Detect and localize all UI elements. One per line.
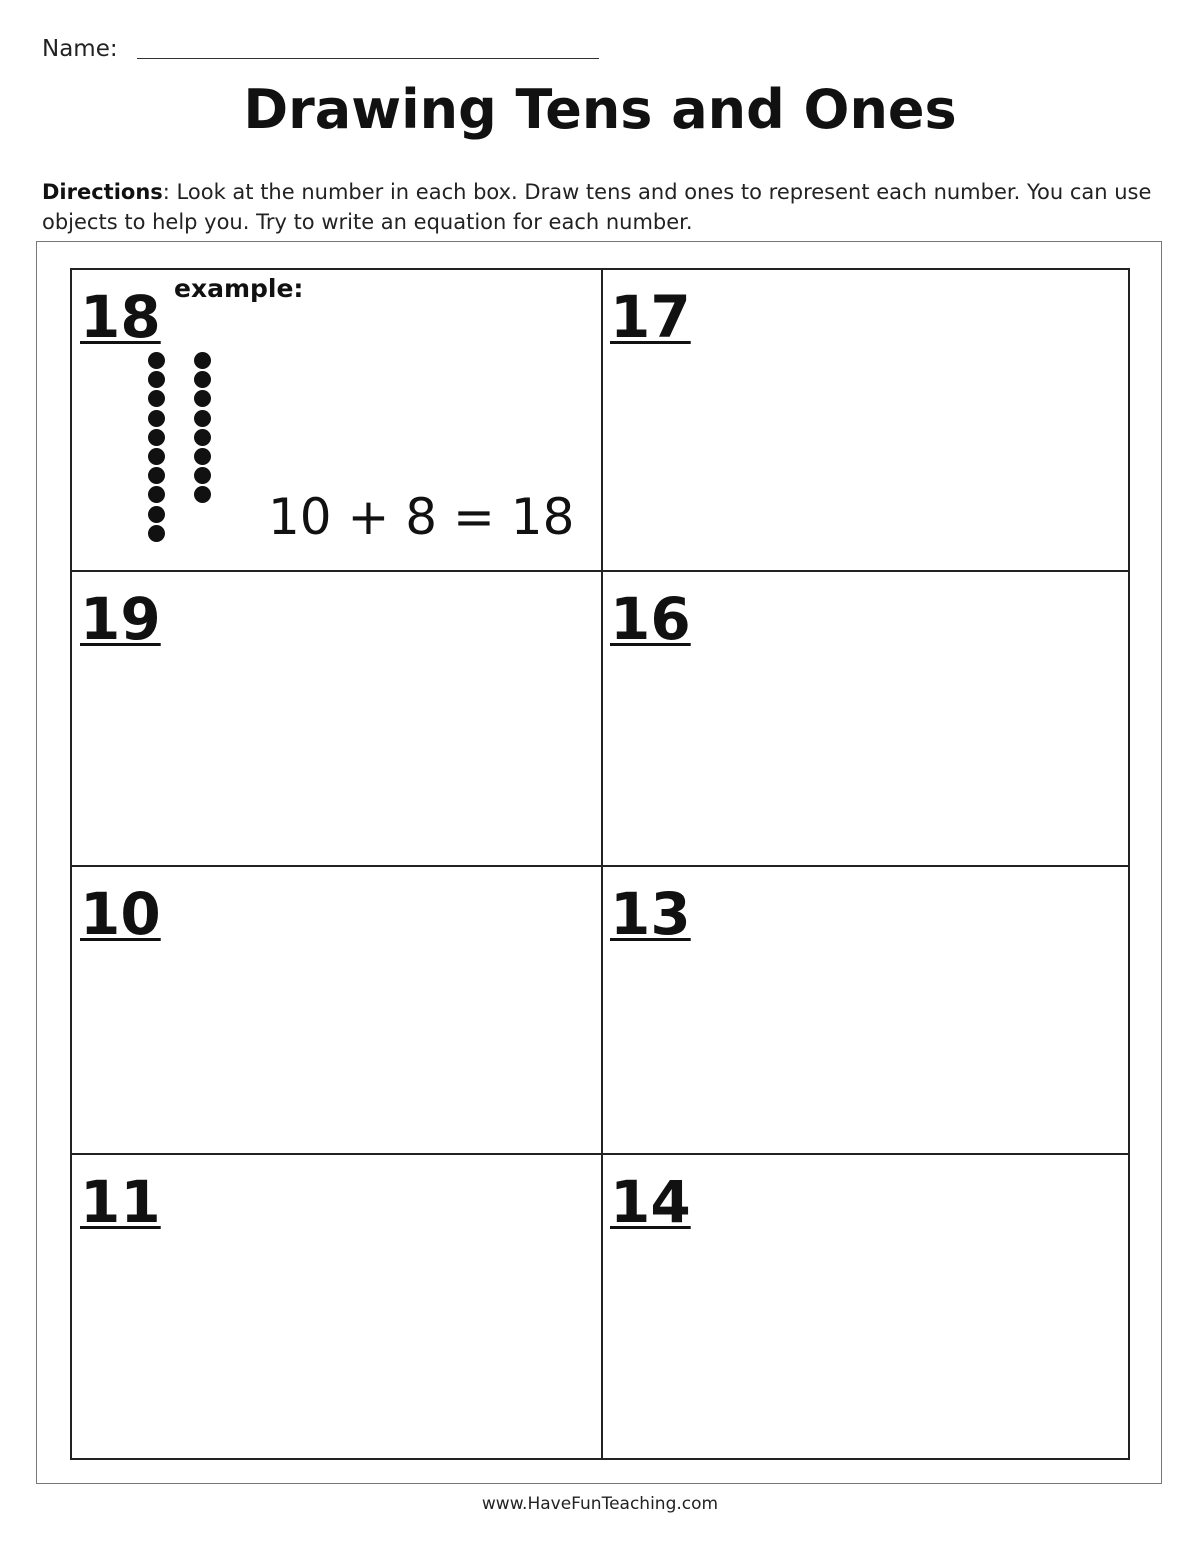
box-number-13: 13 xyxy=(610,880,691,948)
tens-dot xyxy=(148,371,165,388)
example-equation: 10 + 8 = 18 xyxy=(268,488,575,546)
tens-dot xyxy=(148,448,165,465)
grid-row-divider-2 xyxy=(72,865,1128,867)
directions xyxy=(42,177,1152,237)
grid-vertical-divider xyxy=(601,270,603,1458)
ones-dot xyxy=(194,352,211,369)
tens-rod xyxy=(148,352,165,544)
ones-dot xyxy=(194,371,211,388)
box-number-14: 14 xyxy=(610,1168,691,1236)
worksheet-grid xyxy=(70,268,1130,1460)
box-number-10: 10 xyxy=(80,880,161,948)
tens-dot xyxy=(148,506,165,523)
tens-dot xyxy=(148,410,165,427)
footer-website: www.HaveFunTeaching.com xyxy=(481,1494,719,1514)
ones-dot xyxy=(194,390,211,407)
ones-dot xyxy=(194,467,211,484)
box-number-16: 16 xyxy=(610,585,691,653)
box-number-19: 19 xyxy=(80,585,161,653)
grid-row-divider-3 xyxy=(72,1153,1128,1155)
box-number-18: 18 xyxy=(80,283,161,351)
directions-text: : Look at the number in each box. Draw tens and ones to represent each number. You can use objects to help you. Try to write an equation for each number. xyxy=(42,180,1152,234)
tens-dot xyxy=(148,352,165,369)
example-label: example: xyxy=(174,274,304,303)
name-line xyxy=(137,58,599,59)
box-number-17: 17 xyxy=(610,283,691,351)
page-title: Drawing Tens and Ones xyxy=(243,78,957,141)
ones-column xyxy=(194,352,211,506)
ones-dot xyxy=(194,486,211,503)
grid-row-divider-1 xyxy=(72,570,1128,572)
tens-dot xyxy=(148,429,165,446)
name-label: Name: xyxy=(42,36,118,62)
directions-label: Directions xyxy=(42,180,163,204)
tens-dot xyxy=(148,467,165,484)
tens-dot xyxy=(148,486,165,503)
tens-dot xyxy=(148,390,165,407)
box-number-11: 11 xyxy=(80,1168,161,1236)
ones-dot xyxy=(194,448,211,465)
ones-dot xyxy=(194,410,211,427)
ones-dot xyxy=(194,429,211,446)
tens-dot xyxy=(148,525,165,542)
